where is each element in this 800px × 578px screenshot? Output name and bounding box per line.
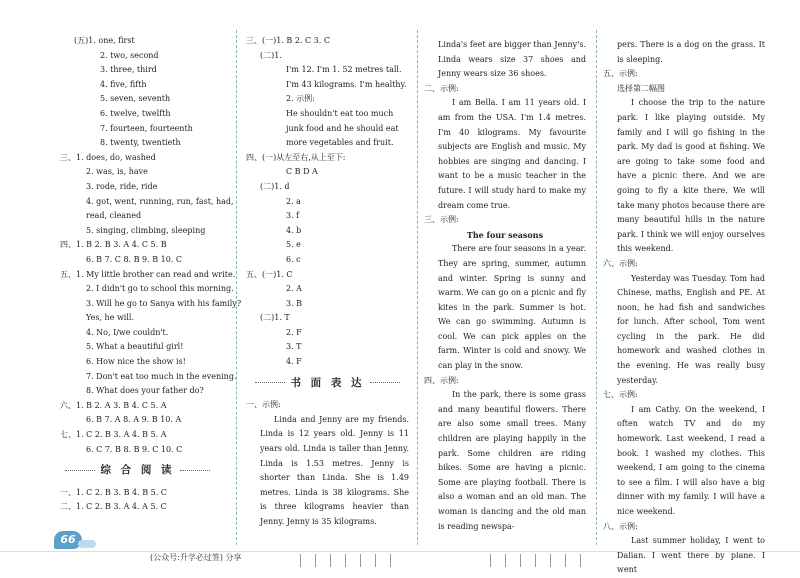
- col1-answer-line: 5. What a beautiful girl!: [86, 342, 184, 352]
- col3-paragraph-2: I am Bella. I am 11 years old. I am from the USA. I'm 1.4 metres. I'm 40 kilograms. My favourite subjects are English and music. My hobbies are singing and dancing. I want to be a music teacher in the future. I will study hard to make my dream come true.: [438, 98, 586, 210]
- col2-answer-line: I'm 43 kilograms. I'm healthy.: [286, 79, 407, 89]
- col4-paragraph-6: Yesterday was Tuesday. Tom had Chinese, maths, English and PE. At noon, he had fish and sandwiches for lunch. After school, Tom went cycling in the park. He did homework and washed clothes in the evening. He was really busy yesterday.: [617, 273, 765, 385]
- col1-answer-line: 4. No, I/we couldn't.: [86, 327, 169, 337]
- col4-label-5: 五、示例:: [603, 69, 638, 79]
- col1-answer-line: 2. I didn't go to school this morning.: [86, 284, 234, 294]
- footer-tick-marks: [300, 552, 405, 565]
- essay-title: The four seasons: [466, 229, 544, 240]
- writing-label-1: 一、示例:: [246, 400, 281, 410]
- col4-paragraph-8: Last summer holiday, I went to Dalian. I went there by plane. I went: [617, 536, 765, 575]
- col1-answer-line: Yes, he will.: [86, 313, 135, 323]
- col1-answer-line: 8. What does your father do?: [86, 386, 204, 396]
- col4-label-8: 八、示例:: [603, 521, 638, 531]
- column-divider-3: [596, 30, 597, 545]
- col4-paragraph-5: I choose the trip to the nature park. I like playing outside. My family and I will go fishing in the park. My dad is good at fishing. We are going to take some food and have a picnic there. And we are going to fly a kite there. We will take many photos because there are many beautiful hills in the nature park. I think we will enjoy ourselves this weekend.: [617, 98, 765, 254]
- col1-reading-answer-line: 一、1. C 2. B 3. B 4. B 5. C: [60, 487, 167, 497]
- col4-choice: 选择第二幅图: [617, 83, 665, 93]
- col1-answer-line: (五)1. one, first: [74, 36, 135, 45]
- col1-reading-answer-line: 二、1. C 2. B 3. A 4. A 5. C: [60, 502, 167, 512]
- page-number-decoration: [78, 540, 96, 548]
- answer-column-1: [60, 34, 242, 515]
- col1-answer-line: 三、1. does, do, washed: [60, 152, 156, 162]
- col2-answer-line: 5. e: [286, 240, 301, 250]
- writing-paragraph-1: Linda and Jenny are my friends. Linda is 12 years old. Jenny is 11 years old. Linda is taller than Jenny. Linda is 1.53 metres. Jenny is shorter than Linda. She is 1.49 metres. Linda is 38 kilograms. She is three kilograms heavier than Jenny. Jenny is 35 kilograms.: [260, 414, 409, 526]
- col2-answer-line: more vegetables and fruit.: [286, 138, 394, 148]
- col3-paragraph-4: In the park, there is some grass and many beautiful flowers. There are also some small trees. Many children are playing happily in the park. Some children are riding bikes. Some are having a picnic. Some are playing football. There is also a woman and an old man. The woman is dancing and the old man is reading newspa-: [438, 390, 586, 531]
- col1-answer-line: 7. fourteen, fourteenth: [100, 123, 193, 133]
- col2-answer-line: (二)1. d: [260, 181, 290, 191]
- col2-answer-line: junk food and he should eat: [286, 123, 399, 133]
- footer-text: (公众号:升学必过签) 分享: [150, 553, 242, 562]
- col2-answer-line: 五、(一)1. C: [246, 269, 293, 279]
- section-title-reading: 综 合 阅 读: [50, 463, 225, 478]
- col3-label-2: 二、示例:: [424, 83, 459, 93]
- col4-label-6: 六、示例:: [603, 258, 638, 268]
- col3-paragraph-1: Linda's feet are bigger than Jenny's. Linda wears size 37 shoes and Jenny wears size 36 shoes.: [438, 40, 586, 79]
- col3-paragraph-3: There are four seasons in a year. They are spring, summer, autumn and winter. Spring is sunny and warm. We can go on a picnic and fly kites in the park. Summer is hot. We can go swimming. Autumn is cool. We can pick apples on the farm. Winter is cold and snowy. We can play in the snow.: [438, 244, 586, 371]
- col1-answer-line: 5. singing, climbing, sleeping: [86, 225, 206, 235]
- answer-column-4: [603, 38, 765, 578]
- col1-answer-line: 2. two, second: [100, 50, 159, 60]
- col1-answer-line: 2. was, is, have: [86, 167, 148, 177]
- col1-answer-line: 6. C 7. B 8. B 9. C 10. C: [86, 444, 183, 454]
- col1-answer-line: 六、1. B 2. A 3. B 4. C 5. A: [60, 400, 167, 410]
- col2-answer-line: 2. 示例:: [286, 94, 315, 104]
- col2-answer-line: 6. c: [286, 254, 301, 264]
- col1-answer-line: 七、1. C 2. B 3. A 4. B 5. A: [60, 430, 167, 440]
- col2-answer-line: 3. T: [286, 342, 302, 352]
- col2-answer-line: 2. F: [286, 327, 302, 337]
- col2-answer-line: 3. f: [286, 211, 300, 221]
- col1-answer-line: 6. How nice the show is!: [86, 357, 186, 367]
- col2-answer-line: 3. B: [286, 298, 303, 308]
- col1-answer-line: 3. Will he go to Sanya with his family?: [86, 298, 242, 308]
- answer-column-3: [424, 38, 586, 534]
- col1-answer-line: 4. got, went, running, run, fast, had,: [86, 196, 234, 206]
- section-title-writing: 书 面 表 达: [246, 376, 409, 391]
- col2-answer-line: 4. b: [286, 225, 302, 235]
- column-divider-2: [417, 30, 418, 545]
- column-divider-1: [236, 30, 237, 545]
- col2-answer-line: 三、(一)1. B 2. C 3. C: [246, 36, 330, 45]
- col2-answer-line: 四、(一)从左至右,从上至下:: [246, 152, 346, 162]
- col2-answer-line: 4. F: [286, 357, 302, 367]
- col3-label-3: 三、示例:: [424, 215, 459, 225]
- col2-answer-line: 2. a: [286, 196, 301, 206]
- col1-answer-line: 6. twelve, twelfth: [100, 108, 171, 118]
- col4-label-7: 七、示例:: [603, 390, 638, 400]
- page-number-badge: 66: [54, 531, 82, 549]
- col1-answer-line: 四、1. B 2. B 3. A 4. C 5. B: [60, 240, 167, 250]
- col2-answer-line: I'm 12. I'm 1. 52 metres tall.: [286, 65, 402, 75]
- col1-answer-line: 3. rode, ride, ride: [86, 181, 158, 191]
- col1-answer-line: 五、1. My little brother can read and write.: [60, 269, 236, 279]
- col1-answer-line: 7. Don't eat too much in the evening.: [86, 371, 237, 381]
- col1-answer-line: 8. twenty, twentieth: [100, 138, 181, 148]
- col1-answer-line: 3. three, third: [100, 65, 157, 75]
- col2-answer-line: (二)1. T: [260, 313, 290, 323]
- col1-answer-line: 5. seven, seventh: [100, 94, 171, 104]
- answer-column-2: [246, 34, 409, 530]
- col1-answer-line: 6. B 7. C 8. B 9. B 10. C: [86, 254, 183, 264]
- col1-answer-line: 4. five, fifth: [100, 79, 147, 89]
- col4-paragraph-7: I am Cathy. On the weekend, I often watch TV and do my homework. Last weekend, I read a book. I washed my clothes. This weekend, I am going to the cinema to see a film. I will also have a big dinner with my family. I will have a nice weekend.: [617, 404, 765, 516]
- col1-answer-line: 6. B 7. A 8. A 9. B 10. A: [86, 415, 182, 425]
- col1-answer-line: read, cleaned: [86, 211, 142, 221]
- col2-answer-line: (二)1.: [260, 50, 282, 60]
- footer-tick-marks-right: [490, 552, 595, 565]
- col2-answer-line: 2. A: [286, 284, 302, 294]
- col2-answer-line: He shouldn't eat too much: [286, 108, 394, 118]
- col4-paragraph-1: pers. There is a dog on the grass. It is sleeping.: [617, 40, 765, 64]
- col2-answer-line: C B D A: [286, 167, 318, 177]
- col3-label-4: 四、示例:: [424, 375, 459, 385]
